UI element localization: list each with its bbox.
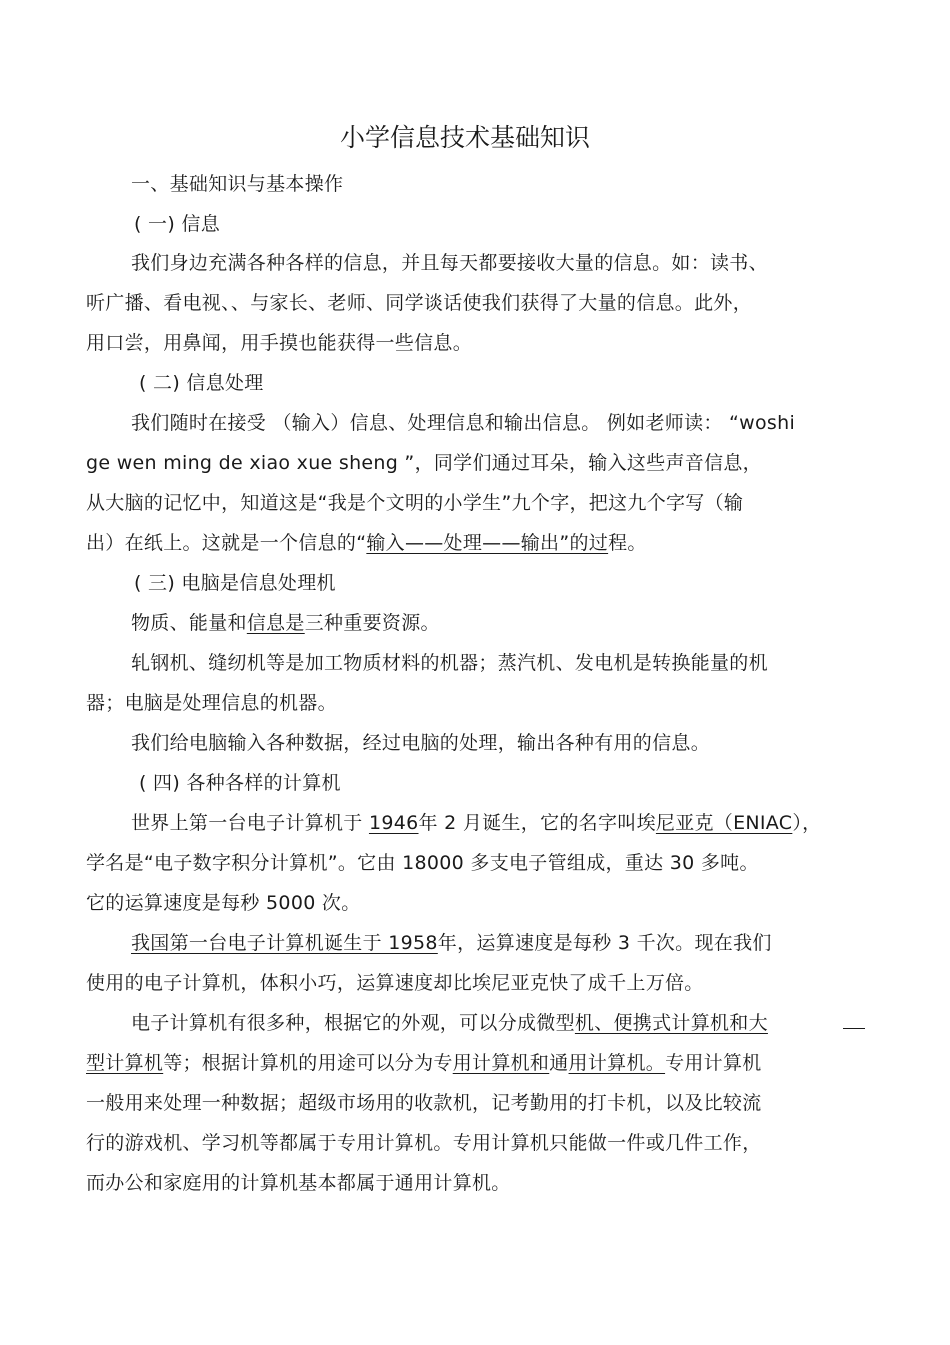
blank-underline bbox=[843, 1010, 865, 1029]
paragraph-line: 用口尝，用鼻闻，用手摸也能获得一些信息。 bbox=[86, 332, 473, 354]
subsection-heading-info: ( 一) 信息 bbox=[134, 213, 221, 235]
subsection-heading-types: ( 四) 各种各样的计算机 bbox=[139, 772, 341, 794]
paragraph-line: 听广播、看电视、、与家长、老师、同学谈话使我们获得了大量的信息。此外， bbox=[86, 292, 753, 314]
text-span: 年 2 月诞生，它的名字叫埃 bbox=[418, 812, 656, 834]
text-span: 等；根据计算机的用途可以分为专 bbox=[163, 1052, 453, 1074]
subsection-heading-computer: ( 三) 电脑是信息处理机 bbox=[134, 572, 336, 594]
text-span: 年，运算速度是每秒 3 千次。现在我们 bbox=[437, 932, 772, 954]
paragraph-line: ge wen ming de xiao xue sheng ”，同学们通过耳朵，输入这些声音信息， bbox=[86, 452, 762, 474]
paragraph-line bbox=[131, 1010, 768, 1036]
text-span: 三种重要资源。 bbox=[304, 612, 440, 634]
paragraph-line: 它的运算速度是每秒 5000 次。 bbox=[86, 892, 361, 914]
subsection-heading-processing: ( 二) 信息处理 bbox=[139, 372, 264, 394]
paragraph-line: 行的游戏机、学习机等都属于专用计算机。专用计算机只能做一件或几件工作， bbox=[86, 1132, 762, 1154]
paragraph-line: 一般用来处理一种数据；超级市场用的收款机，记考勤用的打卡机，以及比较流 bbox=[86, 1092, 762, 1114]
underlined-text: 信息是 bbox=[246, 612, 305, 634]
paragraph-line: 我们随时在接受 （输入）信息、处理信息和输出信息。 例如老师读： “woshi bbox=[131, 412, 796, 434]
text-span: 专用计算机 bbox=[665, 1052, 762, 1074]
paragraph-line bbox=[131, 930, 772, 956]
underlined-text: 用计算机。 bbox=[568, 1052, 666, 1074]
text-span: 物质、能量和 bbox=[131, 612, 247, 634]
underlined-text: 用计算机和 bbox=[452, 1052, 550, 1074]
paragraph-line: 轧钢机、缝纫机等是加工物质材料的机器；蒸汽机、发电机是转换能量的机 bbox=[131, 652, 768, 674]
fill-blank bbox=[843, 1010, 865, 1036]
text-span: 电子计算机有很多种，根据它的外观，可以分成微型 bbox=[131, 1012, 575, 1034]
paragraph-line bbox=[131, 610, 440, 636]
paragraph-line: 使用的电子计算机，体积小巧，运算速度却比埃尼亚克快了成千上万倍。 bbox=[86, 972, 704, 994]
paragraph-line: 学名是“电子数字积分计算机”。它由 18000 多支电子管组成，重达 30 多吨。 bbox=[86, 852, 759, 874]
paragraph-line: 我们给电脑输入各种数据，经过电脑的处理，输出各种有用的信息。 bbox=[131, 732, 711, 754]
paragraph-line: 器；电脑是处理信息的机器。 bbox=[86, 692, 337, 714]
underlined-text: 型计算机 bbox=[86, 1052, 164, 1074]
paragraph-line: 我们身边充满各种各样的信息，并且每天都要接收大量的信息。如：读书、 bbox=[131, 252, 768, 274]
underlined-text: 机、便携式计算机和大 bbox=[574, 1012, 768, 1034]
text-span: 出）在纸上。这就是一个信息的“ bbox=[86, 532, 367, 554]
text-span: 世界上第一台电子计算机于 bbox=[131, 812, 369, 834]
document-title: 小学信息技术基础知识 bbox=[339, 123, 590, 152]
underlined-text: 尼亚克（ENIAC bbox=[655, 812, 793, 834]
underlined-text: 1946 bbox=[368, 812, 419, 834]
underlined-text: 输入——处理——输出”的过 bbox=[366, 532, 609, 554]
paragraph-line: 从大脑的记忆中，知道这是“我是个文明的小学生”九个字，把这九个字写（输 bbox=[86, 492, 744, 514]
text-span: ）， bbox=[792, 812, 822, 834]
paragraph-line: 而办公和家庭用的计算机基本都属于通用计算机。 bbox=[86, 1172, 511, 1194]
paragraph-line bbox=[86, 1050, 762, 1076]
section-heading: 一、基础知识与基本操作 bbox=[131, 173, 344, 195]
text-span: 通 bbox=[549, 1052, 569, 1074]
underlined-text: 我国第一台电子计算机诞生于 1958 bbox=[131, 932, 438, 954]
text-span: 程。 bbox=[608, 532, 647, 554]
paragraph-line bbox=[131, 810, 821, 836]
paragraph-line bbox=[86, 530, 647, 556]
